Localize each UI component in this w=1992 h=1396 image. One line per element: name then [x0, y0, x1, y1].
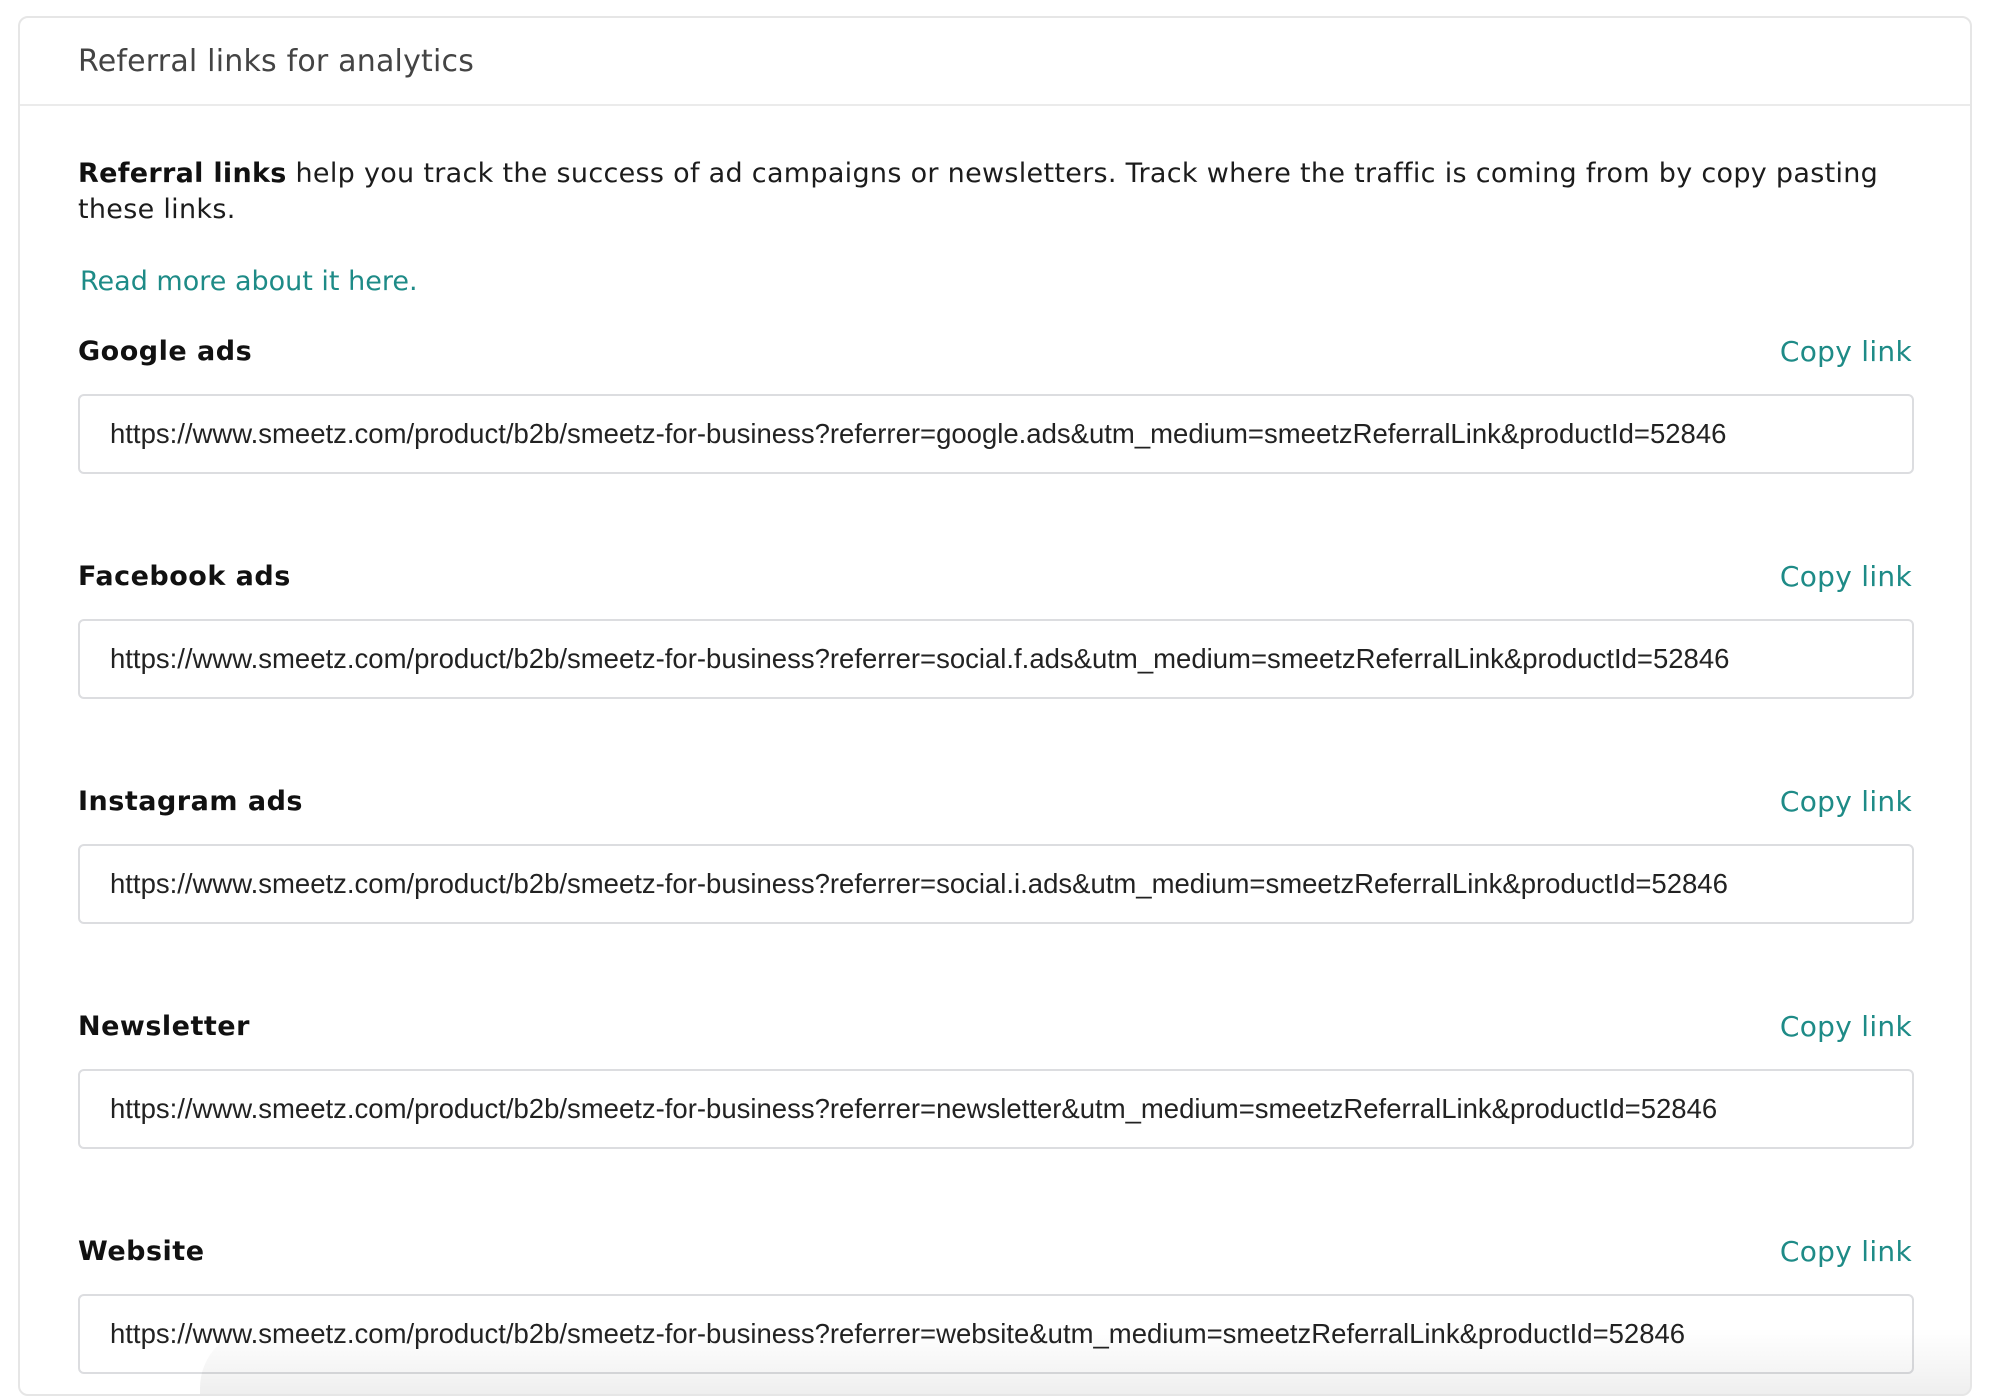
intro-text: help you track the success of ad campaigns or newsletters. Track where the traffic is coming from by copy pasting these links. [78, 158, 1879, 225]
copy-link-button[interactable]: Copy link [1779, 559, 1912, 593]
link-label: Facebook ads [78, 560, 291, 592]
link-section-newsletter [78, 1006, 1914, 1149]
link-label: Website [78, 1235, 205, 1267]
link-label: Newsletter [78, 1010, 250, 1042]
link-label: Google ads [78, 335, 253, 367]
link-section-website [78, 1231, 1914, 1374]
card-body [20, 156, 1970, 1374]
referral-link-input[interactable] [78, 1294, 1914, 1374]
referral-link-input[interactable] [78, 844, 1914, 924]
link-label: Instagram ads [78, 785, 303, 817]
link-header [78, 1231, 1914, 1271]
read-more-link[interactable]: Read more about it here. [80, 266, 418, 297]
card-header [20, 18, 1970, 106]
intro-bold-term: Referral links [78, 158, 287, 189]
link-header [78, 556, 1914, 596]
link-section-instagram-ads [78, 781, 1914, 924]
link-section-google-ads [78, 331, 1914, 474]
referral-link-input[interactable] [78, 394, 1914, 474]
referral-links-card [18, 16, 1972, 1396]
link-header [78, 1006, 1914, 1046]
card-title: Referral links for analytics [78, 43, 475, 79]
copy-link-button[interactable]: Copy link [1779, 334, 1912, 368]
intro-paragraph [78, 156, 1918, 228]
copy-link-button[interactable]: Copy link [1779, 784, 1912, 818]
link-header [78, 331, 1914, 371]
link-header [78, 781, 1914, 821]
referral-link-input[interactable] [78, 619, 1914, 699]
copy-link-button[interactable]: Copy link [1779, 1234, 1912, 1268]
link-section-facebook-ads [78, 556, 1914, 699]
referral-link-input[interactable] [78, 1069, 1914, 1149]
copy-link-button[interactable]: Copy link [1779, 1009, 1912, 1043]
